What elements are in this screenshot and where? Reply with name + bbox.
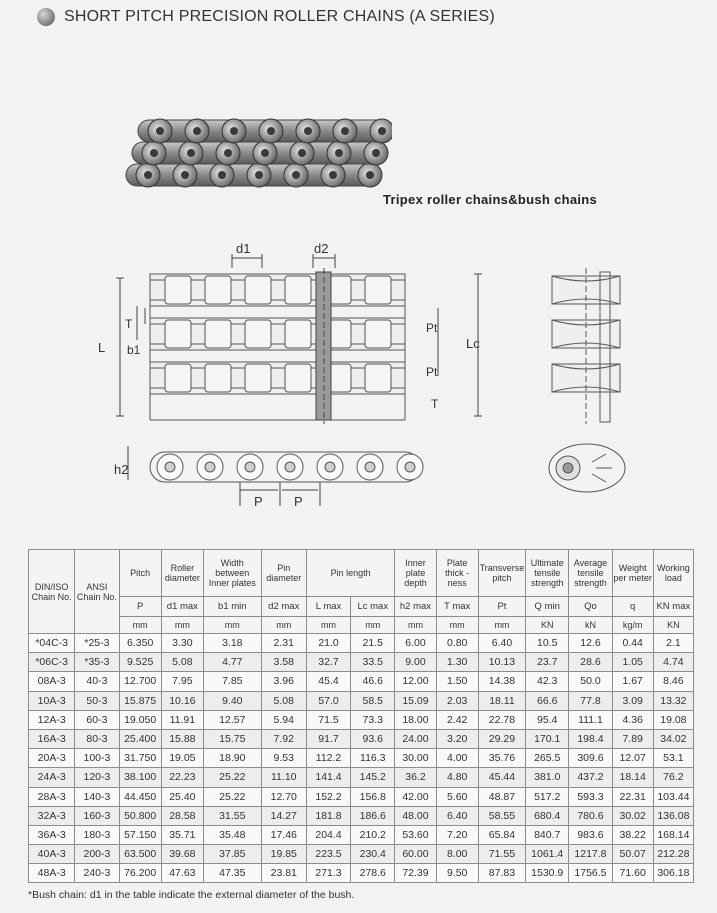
table-cell: 53.60 <box>395 825 436 844</box>
unit-cell: KN <box>653 617 693 634</box>
dim-label-b1: b1 <box>127 343 141 357</box>
table-cell: 230.4 <box>351 845 395 864</box>
table-cell: 3.30 <box>161 634 203 653</box>
symbol-cell: KN max <box>653 597 693 617</box>
table-cell: 31.750 <box>119 749 161 768</box>
table-cell: 111.1 <box>569 710 612 729</box>
dim-label-T-left: T <box>125 317 133 331</box>
unit-cell: mm <box>436 617 478 634</box>
table-cell: 29.29 <box>478 729 525 748</box>
dim-label-T-right: T <box>431 397 439 411</box>
table-cell: 58.55 <box>478 806 525 825</box>
page-title: SHORT PITCH PRECISION ROLLER CHAINS (A SERIES) <box>64 8 495 25</box>
table-cell: *04C-3 <box>29 634 75 653</box>
table-cell: 9.00 <box>395 653 436 672</box>
symbol-cell: Lc max <box>351 597 395 617</box>
table-row <box>29 691 694 710</box>
col-header-roller-diameter: Roller diameter <box>161 550 203 597</box>
table-cell: 38.100 <box>119 768 161 787</box>
table-cell: 77.8 <box>569 691 612 710</box>
table-cell: 95.4 <box>526 710 569 729</box>
table-cell: 136.08 <box>653 806 693 825</box>
symbol-cell: q <box>612 597 653 617</box>
table-cell: 120-3 <box>75 768 119 787</box>
technical-drawing <box>0 228 717 528</box>
table-row <box>29 672 694 691</box>
table-cell: 141.4 <box>306 768 350 787</box>
col-header-weight: Weight per meter <box>612 550 653 597</box>
table-cell: 38.22 <box>612 825 653 844</box>
table-row <box>29 825 694 844</box>
symbol-cell: Qo <box>569 597 612 617</box>
table-cell: 116.3 <box>351 749 395 768</box>
unit-cell: mm <box>161 617 203 634</box>
table-cell: 71.5 <box>306 710 350 729</box>
table-cell: 680.4 <box>526 806 569 825</box>
symbol-cell: P <box>119 597 161 617</box>
table-cell: 15.88 <box>161 729 203 748</box>
table-cell: 50-3 <box>75 691 119 710</box>
table-cell: 156.8 <box>351 787 395 806</box>
col-header-average-strength: Average tensile strength <box>569 550 612 597</box>
table-cell: 28.6 <box>569 653 612 672</box>
table-row <box>29 787 694 806</box>
table-cell: 19.08 <box>653 710 693 729</box>
table-cell: 3.09 <box>612 691 653 710</box>
table-cell: 25.22 <box>203 768 261 787</box>
table-cell: 140-3 <box>75 787 119 806</box>
table-cell: 381.0 <box>526 768 569 787</box>
unit-cell: kN <box>569 617 612 634</box>
table-cell: 32.7 <box>306 653 350 672</box>
table-cell: 15.875 <box>119 691 161 710</box>
table-cell: 145.2 <box>351 768 395 787</box>
table-cell: 18.14 <box>612 768 653 787</box>
table-cell: 71.55 <box>478 845 525 864</box>
table-cell: 30.00 <box>395 749 436 768</box>
table-cell: 47.63 <box>161 864 203 883</box>
table-cell: 16A-3 <box>29 729 75 748</box>
table-cell: 4.77 <box>203 653 261 672</box>
table-cell: 25.400 <box>119 729 161 748</box>
table-cell: 21.5 <box>351 634 395 653</box>
table-cell: 5.08 <box>161 653 203 672</box>
table-cell: 7.89 <box>612 729 653 748</box>
bullet-icon <box>37 8 55 26</box>
table-cell: 223.5 <box>306 845 350 864</box>
table-cell: 35.71 <box>161 825 203 844</box>
table-row <box>29 710 694 729</box>
table-cell: 34.02 <box>653 729 693 748</box>
table-cell: 1.50 <box>436 672 478 691</box>
table-cell: 200-3 <box>75 845 119 864</box>
table-cell: 80-3 <box>75 729 119 748</box>
table-cell: 24.00 <box>395 729 436 748</box>
dim-label-Pt-upper: Pt <box>426 321 438 335</box>
table-cell: 13.32 <box>653 691 693 710</box>
table-cell: 593.3 <box>569 787 612 806</box>
table-cell: 0.44 <box>612 634 653 653</box>
table-cell: 19.050 <box>119 710 161 729</box>
table-cell: 180-3 <box>75 825 119 844</box>
table-cell: *06C-3 <box>29 653 75 672</box>
col-header-inner-plate-depth: Inner plate depth <box>395 550 436 597</box>
table-cell: 3.58 <box>261 653 306 672</box>
table-cell: 40A-3 <box>29 845 75 864</box>
table-cell: 181.8 <box>306 806 350 825</box>
table-cell: 10.13 <box>478 653 525 672</box>
dim-label-Lc: Lc <box>466 336 480 351</box>
photo-caption: Tripex roller chains&bush chains <box>383 192 598 207</box>
table-cell: 18.90 <box>203 749 261 768</box>
unit-cell: mm <box>119 617 161 634</box>
title-row <box>37 8 495 26</box>
table-cell: 25.40 <box>161 787 203 806</box>
table-cell: 271.3 <box>306 864 350 883</box>
table-cell: 08A-3 <box>29 672 75 691</box>
table-cell: 23.81 <box>261 864 306 883</box>
table-cell: 22.31 <box>612 787 653 806</box>
table-cell: 19.85 <box>261 845 306 864</box>
table-row <box>29 768 694 787</box>
table-cell: 3.20 <box>436 729 478 748</box>
col-header-pitch: Pitch <box>119 550 161 597</box>
table-cell: 983.6 <box>569 825 612 844</box>
table-cell: 12.07 <box>612 749 653 768</box>
unit-cell: kg/m <box>612 617 653 634</box>
table-cell: 840.7 <box>526 825 569 844</box>
table-cell: 780.6 <box>569 806 612 825</box>
table-cell: 45.4 <box>306 672 350 691</box>
table-row <box>29 653 694 672</box>
symbol-cell: b1 min <box>203 597 261 617</box>
table-cell: 6.40 <box>436 806 478 825</box>
table-cell: 4.80 <box>436 768 478 787</box>
table-cell: 91.7 <box>306 729 350 748</box>
table-cell: 11.91 <box>161 710 203 729</box>
unit-cell: mm <box>261 617 306 634</box>
table-cell: 170.1 <box>526 729 569 748</box>
table-cell: *25-3 <box>75 634 119 653</box>
table-cell: 160-3 <box>75 806 119 825</box>
spec-table <box>28 549 694 883</box>
table-cell: 212.28 <box>653 845 693 864</box>
table-cell: 47.35 <box>203 864 261 883</box>
table-cell: 66.6 <box>526 691 569 710</box>
symbol-cell: L max <box>306 597 350 617</box>
table-cell: 93.6 <box>351 729 395 748</box>
table-cell: 186.6 <box>351 806 395 825</box>
table-cell: 31.55 <box>203 806 261 825</box>
table-cell: 71.60 <box>612 864 653 883</box>
table-cell: 0.80 <box>436 634 478 653</box>
table-cell: 48.87 <box>478 787 525 806</box>
table-cell: 57.150 <box>119 825 161 844</box>
table-cell: 25.22 <box>203 787 261 806</box>
table-cell: 48A-3 <box>29 864 75 883</box>
table-cell: 30.02 <box>612 806 653 825</box>
col-header-ultimate-strength: Ultimate tensile strength <box>526 550 569 597</box>
table-cell: 210.2 <box>351 825 395 844</box>
table-cell: *35-3 <box>75 653 119 672</box>
table-cell: 9.40 <box>203 691 261 710</box>
table-cell: 20A-3 <box>29 749 75 768</box>
table-cell: 87.83 <box>478 864 525 883</box>
table-cell: 36.2 <box>395 768 436 787</box>
table-cell: 1.67 <box>612 672 653 691</box>
symbol-cell: Q min <box>526 597 569 617</box>
table-cell: 7.95 <box>161 672 203 691</box>
col-header-pin-length: Pin length <box>306 550 395 597</box>
table-cell: 6.350 <box>119 634 161 653</box>
table-cell: 24A-3 <box>29 768 75 787</box>
table-cell: 14.38 <box>478 672 525 691</box>
table-cell: 42.00 <box>395 787 436 806</box>
table-cell: 7.85 <box>203 672 261 691</box>
table-cell: 7.92 <box>261 729 306 748</box>
table-cell: 37.85 <box>203 845 261 864</box>
table-cell: 204.4 <box>306 825 350 844</box>
table-cell: 517.2 <box>526 787 569 806</box>
table-cell: 240-3 <box>75 864 119 883</box>
table-cell: 53.1 <box>653 749 693 768</box>
table-row <box>29 749 694 768</box>
table-cell: 4.74 <box>653 653 693 672</box>
symbol-cell: h2 max <box>395 597 436 617</box>
table-cell: 19.05 <box>161 749 203 768</box>
table-cell: 8.46 <box>653 672 693 691</box>
table-cell: 1.05 <box>612 653 653 672</box>
table-cell: 50.800 <box>119 806 161 825</box>
table-cell: 5.94 <box>261 710 306 729</box>
footnote: *Bush chain: d1 in the table indicate the external diameter of the bush. <box>28 889 355 901</box>
table-cell: 22.23 <box>161 768 203 787</box>
table-cell: 3.18 <box>203 634 261 653</box>
dim-label-h2: h2 <box>114 462 129 477</box>
table-cell: 14.27 <box>261 806 306 825</box>
table-cell: 112.2 <box>306 749 350 768</box>
table-cell: 65.84 <box>478 825 525 844</box>
table-cell: 50.0 <box>569 672 612 691</box>
table-cell: 1756.5 <box>569 864 612 883</box>
table-cell: 40-3 <box>75 672 119 691</box>
col-header-pin-diameter: Pin diameter <box>261 550 306 597</box>
dim-label-d1: d1 <box>236 241 251 256</box>
unit-cell: mm <box>351 617 395 634</box>
table-cell: 9.525 <box>119 653 161 672</box>
table-cell: 9.50 <box>436 864 478 883</box>
table-cell: 18.00 <box>395 710 436 729</box>
table-cell: 18.11 <box>478 691 525 710</box>
table-cell: 48.00 <box>395 806 436 825</box>
table-row <box>29 845 694 864</box>
dim-label-P-2: P <box>294 494 303 509</box>
table-cell: 45.44 <box>478 768 525 787</box>
table-cell: 1.30 <box>436 653 478 672</box>
symbol-cell: Pt <box>478 597 525 617</box>
chain-photo <box>112 92 392 192</box>
table-cell: 6.40 <box>478 634 525 653</box>
table-cell: 12.57 <box>203 710 261 729</box>
table-cell: 36A-3 <box>29 825 75 844</box>
table-cell: 1530.9 <box>526 864 569 883</box>
table-cell: 76.2 <box>653 768 693 787</box>
table-cell: 2.1 <box>653 634 693 653</box>
table-cell: 2.31 <box>261 634 306 653</box>
unit-cell: mm <box>395 617 436 634</box>
table-cell: 60-3 <box>75 710 119 729</box>
table-cell: 12.70 <box>261 787 306 806</box>
table-cell: 57.0 <box>306 691 350 710</box>
table-cell: 4.00 <box>436 749 478 768</box>
table-cell: 12A-3 <box>29 710 75 729</box>
table-cell: 12.700 <box>119 672 161 691</box>
table-cell: 17.46 <box>261 825 306 844</box>
table-row <box>29 729 694 748</box>
table-cell: 265.5 <box>526 749 569 768</box>
table-cell: 4.36 <box>612 710 653 729</box>
unit-cell: KN <box>526 617 569 634</box>
table-cell: 306.18 <box>653 864 693 883</box>
table-cell: 9.53 <box>261 749 306 768</box>
col-header-ansi: ANSI Chain No. <box>75 550 119 634</box>
col-header-plate-thickness: Plate thick -ness <box>436 550 478 597</box>
table-cell: 44.450 <box>119 787 161 806</box>
table-cell: 33.5 <box>351 653 395 672</box>
col-header-width-inner: Width between Inner plates <box>203 550 261 597</box>
table-cell: 76.200 <box>119 864 161 883</box>
table-cell: 72.39 <box>395 864 436 883</box>
symbol-cell: T max <box>436 597 478 617</box>
table-cell: 3.96 <box>261 672 306 691</box>
table-cell: 15.09 <box>395 691 436 710</box>
table-row <box>29 806 694 825</box>
unit-cell: mm <box>478 617 525 634</box>
table-cell: 21.0 <box>306 634 350 653</box>
unit-cell: mm <box>306 617 350 634</box>
table-cell: 28A-3 <box>29 787 75 806</box>
symbol-cell: d1 max <box>161 597 203 617</box>
table-cell: 35.76 <box>478 749 525 768</box>
table-cell: 437.2 <box>569 768 612 787</box>
table-cell: 28.58 <box>161 806 203 825</box>
table-cell: 198.4 <box>569 729 612 748</box>
table-cell: 1217.8 <box>569 845 612 864</box>
table-cell: 46.6 <box>351 672 395 691</box>
dim-label-Pt-lower: Pt <box>426 365 438 379</box>
table-cell: 7.20 <box>436 825 478 844</box>
col-header-working-load: Working load <box>653 550 693 597</box>
table-cell: 5.08 <box>261 691 306 710</box>
table-cell: 103.44 <box>653 787 693 806</box>
table-cell: 73.3 <box>351 710 395 729</box>
table-cell: 42.3 <box>526 672 569 691</box>
table-cell: 152.2 <box>306 787 350 806</box>
col-header-transverse-pitch: Transverse pitch <box>478 550 525 597</box>
table-cell: 60.00 <box>395 845 436 864</box>
table-cell: 309.6 <box>569 749 612 768</box>
table-cell: 2.42 <box>436 710 478 729</box>
table-cell: 10.16 <box>161 691 203 710</box>
table-cell: 58.5 <box>351 691 395 710</box>
table-cell: 5.60 <box>436 787 478 806</box>
table-cell: 100-3 <box>75 749 119 768</box>
table-row <box>29 864 694 883</box>
table-cell: 35.48 <box>203 825 261 844</box>
dim-label-L: L <box>98 340 106 355</box>
table-cell: 8.00 <box>436 845 478 864</box>
table-cell: 39.68 <box>161 845 203 864</box>
table-cell: 32A-3 <box>29 806 75 825</box>
table-cell: 50.07 <box>612 845 653 864</box>
table-cell: 10.5 <box>526 634 569 653</box>
table-cell: 12.6 <box>569 634 612 653</box>
table-cell: 22.78 <box>478 710 525 729</box>
table-cell: 11.10 <box>261 768 306 787</box>
table-cell: 10A-3 <box>29 691 75 710</box>
table-cell: 1061.4 <box>526 845 569 864</box>
table-cell: 12.00 <box>395 672 436 691</box>
table-cell: 63.500 <box>119 845 161 864</box>
table-cell: 278.6 <box>351 864 395 883</box>
col-header-din: DIN/ISO Chain No. <box>29 550 75 634</box>
table-row <box>29 634 694 653</box>
table-cell: 15.75 <box>203 729 261 748</box>
symbol-cell: d2 max <box>261 597 306 617</box>
table-cell: 2.03 <box>436 691 478 710</box>
dim-label-P-1: P <box>254 494 263 509</box>
dim-label-d2: d2 <box>314 241 329 256</box>
table-cell: 23.7 <box>526 653 569 672</box>
table-cell: 6.00 <box>395 634 436 653</box>
table-cell: 168.14 <box>653 825 693 844</box>
unit-cell: mm <box>203 617 261 634</box>
